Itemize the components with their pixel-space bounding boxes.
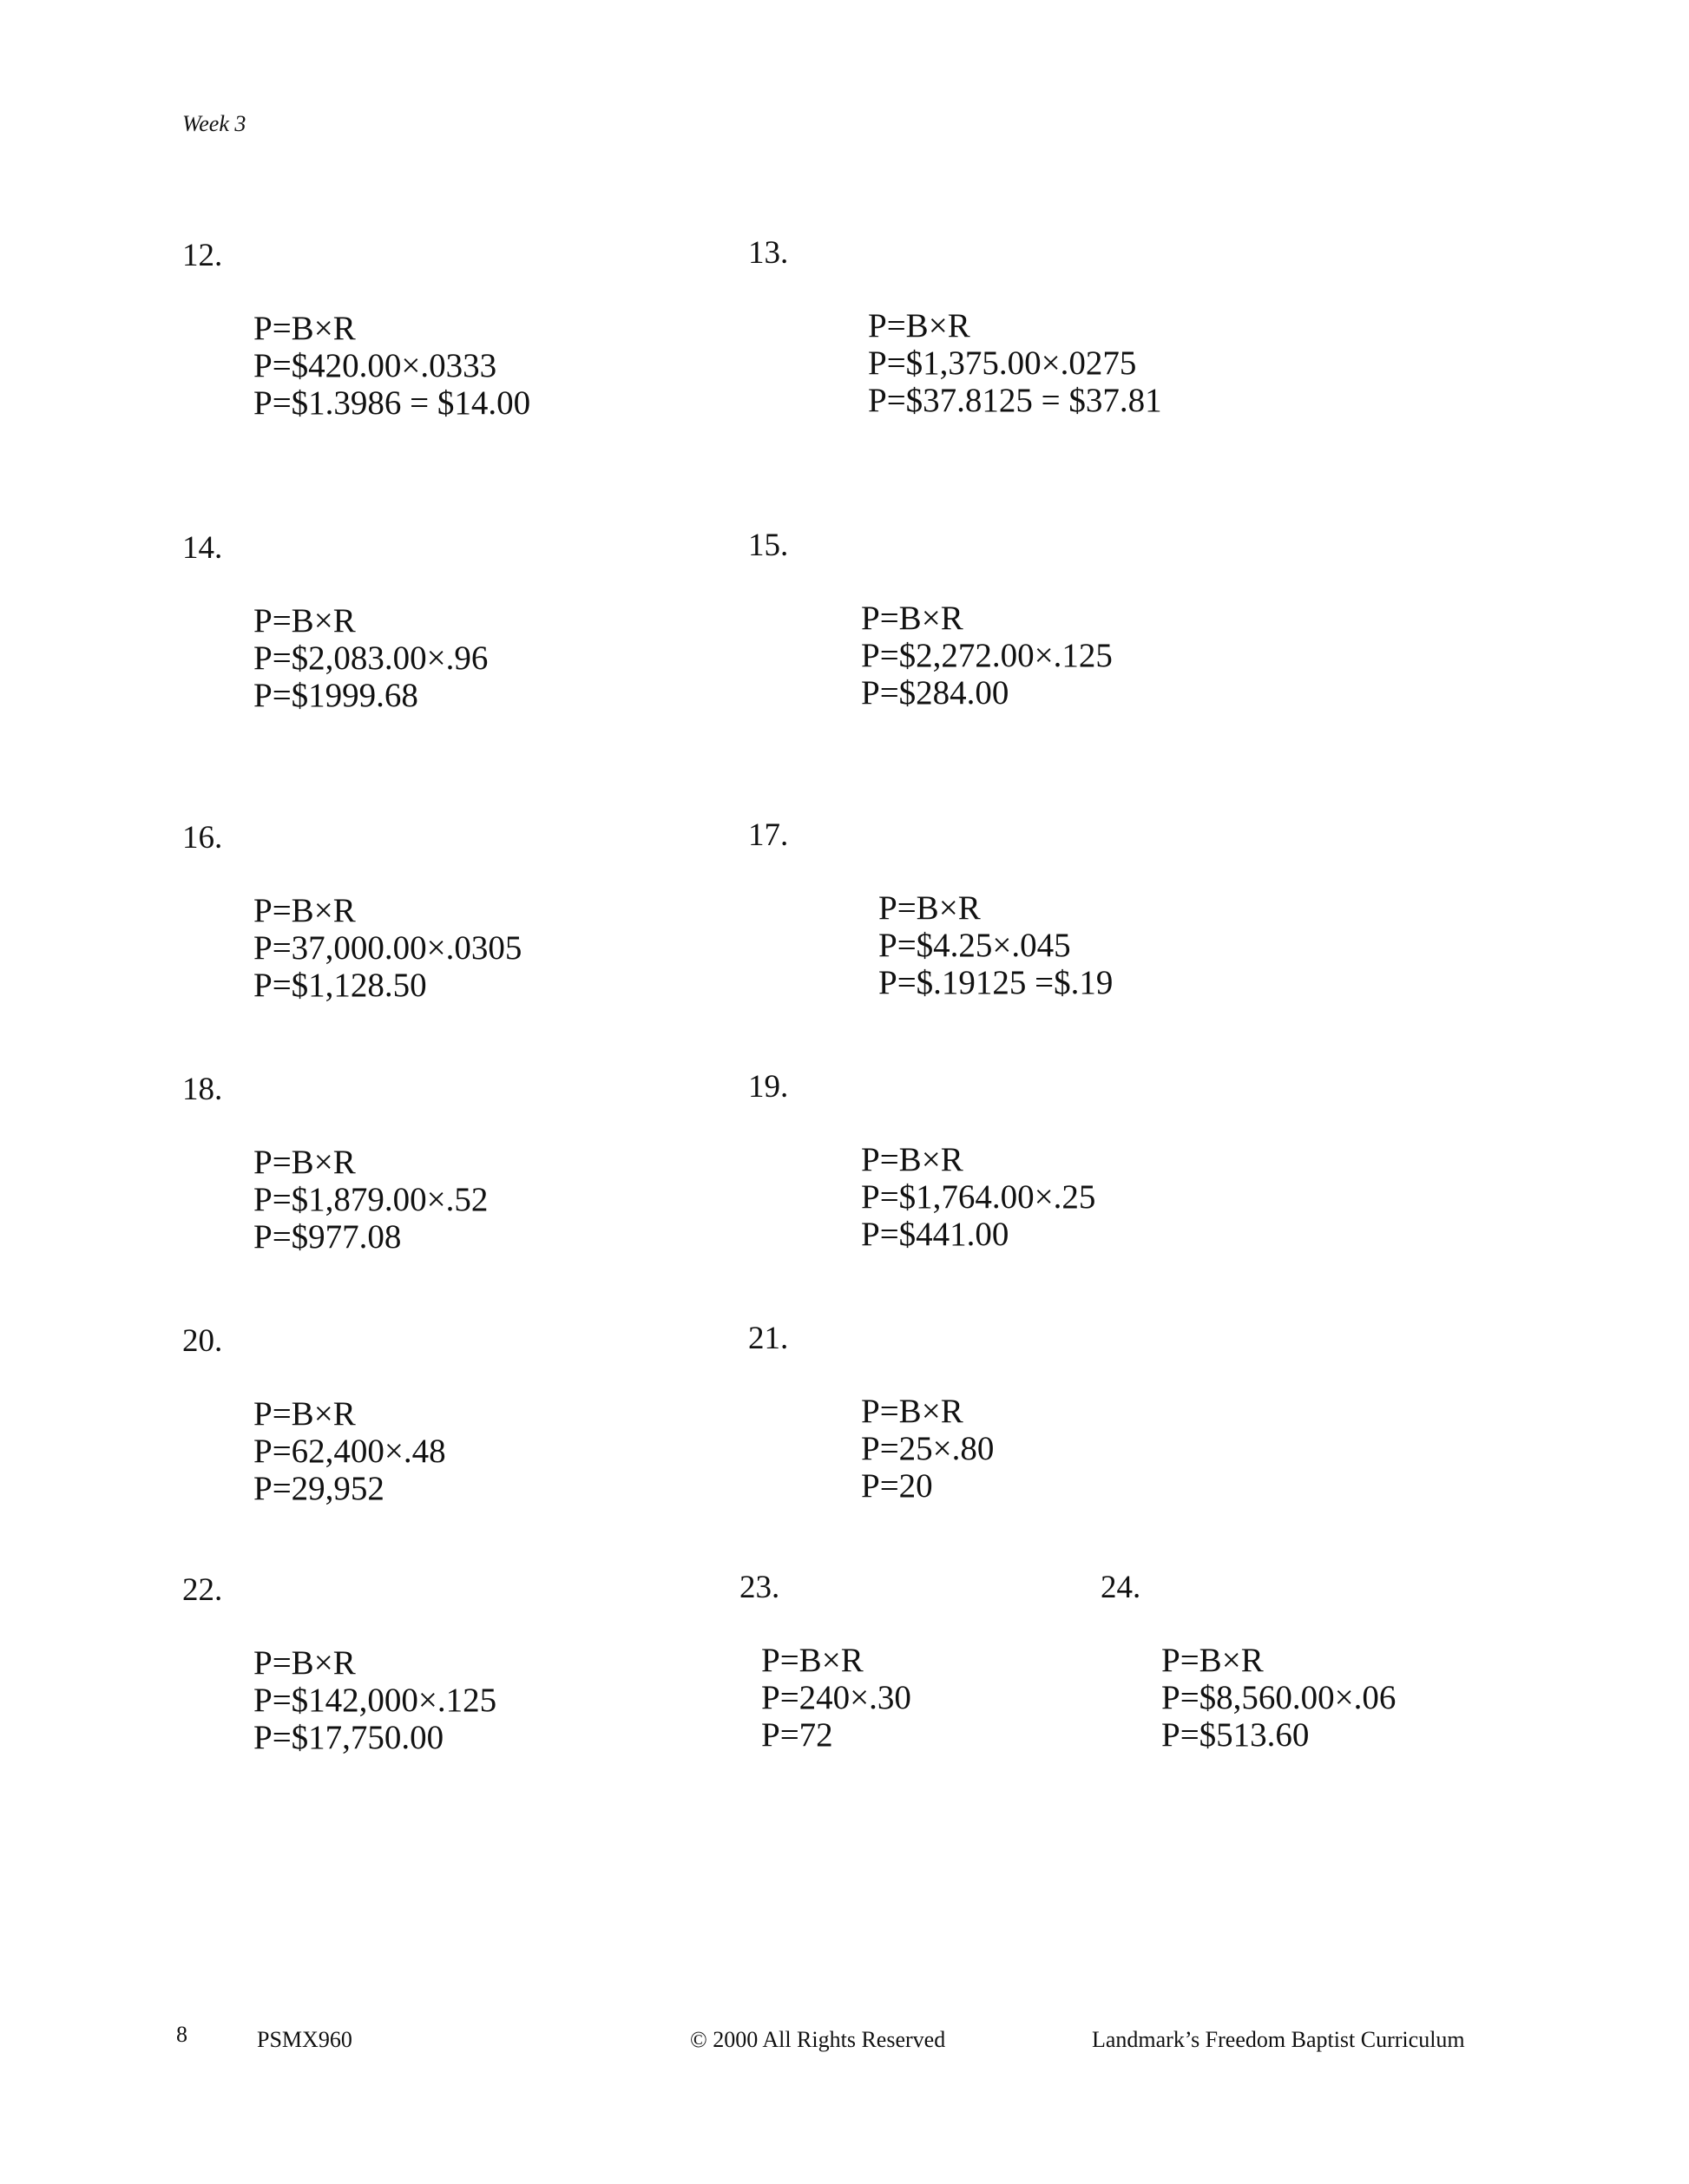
substitution-line: P=$1,764.00×.25 xyxy=(861,1178,1096,1216)
problem-20 xyxy=(182,1323,446,1507)
solution-lines xyxy=(253,1144,488,1256)
substitution-line: P=$4.25×.045 xyxy=(878,927,1071,964)
answer-line: P=$1.3986 = $14.00 xyxy=(253,384,531,422)
problem-15 xyxy=(748,528,1113,712)
answer-line: P=20 xyxy=(861,1467,933,1505)
answer-line: P=29,952 xyxy=(253,1470,384,1507)
substitution-line: P=$1,879.00×.52 xyxy=(253,1181,489,1218)
formula-line: P=B×R xyxy=(253,310,356,347)
problem-number: 12. xyxy=(182,238,223,273)
problem-number: 15. xyxy=(748,528,789,563)
formula-line: P=B×R xyxy=(868,307,970,344)
answer-line: P=72 xyxy=(761,1716,833,1754)
substitution-line: P=$420.00×.0333 xyxy=(253,347,497,384)
page-number: 8 xyxy=(176,2022,187,2047)
solution-lines xyxy=(868,307,1162,419)
problem-number: 22. xyxy=(182,1572,223,1608)
substitution-line: P=$1,375.00×.0275 xyxy=(868,344,1137,382)
formula-line: P=B×R xyxy=(253,1144,356,1181)
answer-line: P=$284.00 xyxy=(861,674,1009,712)
problem-18 xyxy=(182,1072,489,1256)
substitution-line: P=37,000.00×.0305 xyxy=(253,929,522,967)
formula-line: P=B×R xyxy=(253,1644,356,1682)
formula-line: P=B×R xyxy=(861,1393,963,1430)
problem-17 xyxy=(748,817,1114,1001)
formula-line: P=B×R xyxy=(1161,1642,1264,1679)
substitution-line: P=62,400×.48 xyxy=(253,1433,446,1470)
problem-19 xyxy=(748,1069,1096,1253)
substitution-line: P=25×.80 xyxy=(861,1430,995,1467)
formula-line: P=B×R xyxy=(253,1395,356,1433)
solution-lines xyxy=(861,1393,994,1505)
substitution-line: P=$8,560.00×.06 xyxy=(1161,1679,1397,1716)
answer-line: P=$17,750.00 xyxy=(253,1719,444,1756)
problem-number: 20. xyxy=(182,1323,223,1359)
answer-line: P=$1999.68 xyxy=(253,677,418,714)
answer-line: P=$37.8125 = $37.81 xyxy=(868,382,1162,419)
solution-lines xyxy=(253,310,530,422)
solution-lines xyxy=(253,1644,496,1756)
problem-13 xyxy=(748,235,1162,419)
formula-line: P=B×R xyxy=(253,892,356,929)
problem-23 xyxy=(739,1570,911,1754)
problem-12 xyxy=(182,238,531,422)
formula-line: P=B×R xyxy=(861,1141,963,1178)
substitution-line: P=$2,083.00×.96 xyxy=(253,639,489,677)
publisher-name: Landmark’s Freedom Baptist Curriculum xyxy=(1092,2027,1465,2052)
problem-14 xyxy=(182,530,489,714)
copyright-notice: © 2000 All Rights Reserved xyxy=(690,2027,946,2052)
problem-number: 23. xyxy=(739,1570,780,1605)
product-code: PSMX960 xyxy=(257,2027,352,2052)
formula-line: P=B×R xyxy=(253,602,356,639)
answer-line: P=$513.60 xyxy=(1161,1716,1310,1754)
problem-24 xyxy=(1101,1570,1397,1754)
problem-number: 16. xyxy=(182,820,223,856)
week-header: Week 3 xyxy=(182,111,246,136)
problem-number: 19. xyxy=(748,1069,789,1105)
solution-lines xyxy=(253,602,488,714)
problem-number: 17. xyxy=(748,817,789,853)
problem-22 xyxy=(182,1572,497,1756)
solution-lines xyxy=(861,1141,1095,1253)
problem-number: 13. xyxy=(748,235,789,271)
solution-lines xyxy=(878,889,1113,1001)
substitution-line: P=$142,000×.125 xyxy=(253,1682,497,1719)
problem-number: 18. xyxy=(182,1072,223,1107)
solution-lines xyxy=(861,600,1113,712)
problem-number: 24. xyxy=(1101,1570,1141,1605)
answer-line: P=$977.08 xyxy=(253,1218,402,1256)
answer-line: P=$1,128.50 xyxy=(253,967,427,1004)
answer-line: P=$441.00 xyxy=(861,1216,1009,1253)
solution-lines xyxy=(253,892,522,1004)
problem-number: 14. xyxy=(182,530,223,566)
solution-lines xyxy=(761,1642,911,1754)
substitution-line: P=$2,272.00×.125 xyxy=(861,637,1113,674)
problem-number: 21. xyxy=(748,1321,789,1356)
formula-line: P=B×R xyxy=(761,1642,864,1679)
problem-16 xyxy=(182,820,522,1004)
formula-line: P=B×R xyxy=(878,889,981,927)
substitution-line: P=240×.30 xyxy=(761,1679,911,1716)
formula-line: P=B×R xyxy=(861,600,963,637)
solution-lines xyxy=(1161,1642,1396,1754)
problem-21 xyxy=(748,1321,995,1505)
solution-lines xyxy=(253,1395,446,1507)
answer-line: P=$.19125 =$.19 xyxy=(878,964,1114,1001)
